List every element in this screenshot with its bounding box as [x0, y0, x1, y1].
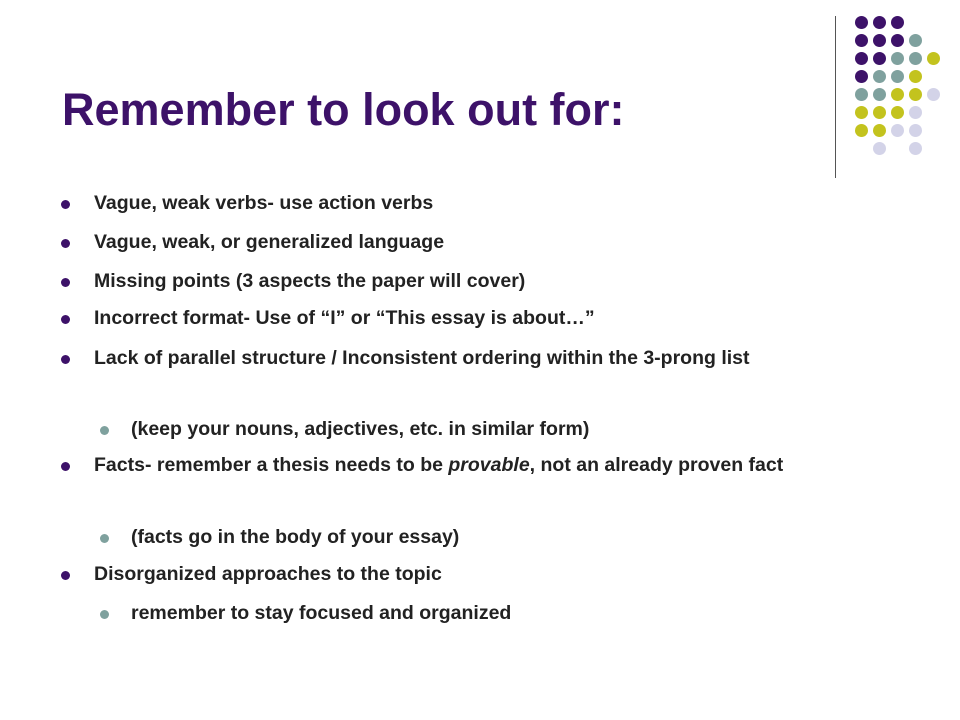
bullet-item [94, 562, 894, 586]
bullet-item [94, 453, 894, 477]
slide-title: Remember to look out for: [62, 84, 625, 135]
bullet-text: Lack of parallel structure / Inconsistent ordering within the 3-prong list [94, 347, 750, 369]
sub-bullet-item [131, 601, 891, 625]
bullet-marker [61, 200, 70, 209]
sub-bullet-marker [100, 610, 109, 619]
bullet-marker [61, 278, 70, 287]
bullet-marker [61, 462, 70, 471]
bullet-item [94, 269, 894, 293]
bullet-marker [61, 239, 70, 248]
bullet-marker [61, 571, 70, 580]
bullet-text: Disorganized approaches to the topic [94, 563, 442, 585]
sub-bullet-item [131, 525, 891, 549]
sub-bullet-text: (facts go in the body of your essay) [131, 526, 460, 548]
bullet-text: Vague, weak verbs- use action verbs [94, 192, 434, 214]
bullet-item [94, 191, 894, 215]
sub-bullet-text: (keep your nouns, adjectives, etc. in similar form) [131, 418, 590, 440]
bullet-marker [61, 315, 70, 324]
sub-bullet-text: remember to stay focused and organized [131, 602, 512, 624]
bullet-item [94, 346, 894, 370]
bullet-item [94, 306, 894, 330]
sub-bullet-marker [100, 534, 109, 543]
bullet-text: Missing points (3 aspects the paper will cover) [94, 270, 526, 292]
sub-bullet-marker [100, 426, 109, 435]
bullet-marker [61, 355, 70, 364]
bullet-text-start: Facts- remember a thesis needs to be [94, 454, 449, 476]
bullet-text-end: , not an already proven fact [529, 454, 784, 476]
bullet-text: Vague, weak, or generalized language [94, 231, 445, 253]
bullet-item [94, 230, 894, 254]
bullet-text-emphasis: provable [448, 454, 530, 476]
bullet-text: Incorrect format- Use of “I” or “This essay is about…” [94, 307, 595, 329]
sub-bullet-item [131, 417, 891, 441]
